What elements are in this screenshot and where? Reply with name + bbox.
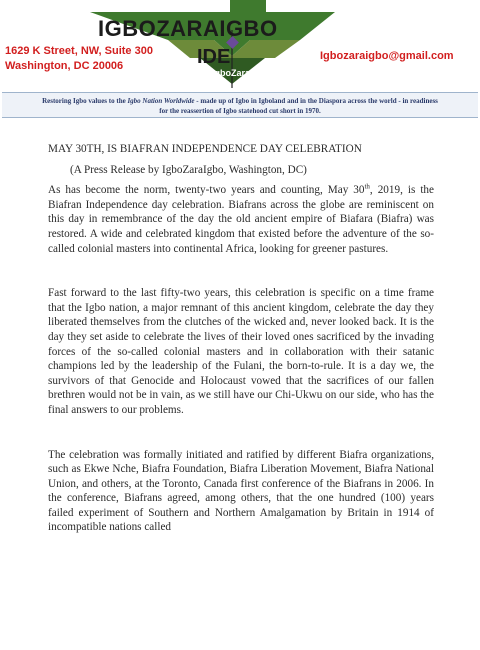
paragraph-1-sup: th	[364, 182, 370, 191]
address-line-1: 1629 K Street, NW, Suite 300	[5, 45, 153, 57]
paragraph-1-start: As has become the norm, twenty-two years and counting, May 30	[48, 184, 365, 197]
org-small-name: IgboZaraIgbo	[212, 68, 269, 78]
tagline-banner	[2, 92, 478, 118]
document-body	[48, 142, 434, 535]
document-title: MAY 30TH, IS BIAFRAN INDEPENDENCE DAY CELEBRATION	[48, 143, 362, 155]
tagline-text-italic: Igbo Nation Worldwide	[127, 97, 195, 105]
address-line-2: Washington, DC 20006	[5, 60, 124, 72]
paragraph-2: Fast forward to the last fifty-two years, this celebration is specific on a time frame that the Igbo nation, a major remnant of this ancient kingdom, celebrate the day they liberated themselves from the clutches of the wicked and, never looked back. It is the day they set aside to celebrate the lives of their loved ones sacrificed by the invading forces of the so-called colonial masters and in collaboration with their satanic champions led by the leadership of the Fulani, the born-to-rule. It is a day we, the survivors of that Genocide and Holocaust vowed that the sacrifices of our fallen brethren would not be in vain, as we still have our Chi-Ukwu on our side, who has the final answers to our problems.	[48, 287, 434, 416]
tagline-text-pre: Restoring Igbo values to the	[42, 97, 128, 105]
paragraph-3: The celebration was formally initiated and ratified by different Biafra organizations, such as Ekwe Nche, Biafra Foundation, Biafra Liberation Movement, Biafra National Union, and others, at the Toronto, Canada first conference of the Biafrans in 2006. In the conference, Biafrans agreed, among others, that the one hundred (100) years failed experiment of Southern and Northern Amalgamation by Britain in 1914 of incompatible nations called	[48, 448, 434, 534]
email-address: Igbozaraigbo@gmail.com	[320, 50, 454, 62]
document-subtitle: (A Press Release by IgboZaraIgbo, Washington, DC)	[70, 163, 307, 176]
letterhead	[0, 0, 480, 90]
org-name: IGBOZARAIGBO	[98, 16, 278, 41]
org-subname: IDE	[197, 46, 231, 68]
paragraph-1	[48, 183, 434, 256]
paragraph-1-rest: , 2019, is the Biafran Independence day celebration. Biafrans across the globe are reminiscent on this day in remembrance of the day the old ancient empire of Biafara (Biafra) was restored. A wide and celebrated kingdom that existed before the adventure of the so-called colonial masters into continental Africa, looking for greener pastures.	[48, 184, 434, 255]
tagline-text-line2: for the reassertion of Igbo statehood cut short in 1970.	[159, 107, 321, 115]
address-block	[5, 44, 153, 74]
tagline-text-post: - made up of Igbo in Igboland and in the Diaspora across the world - in readiness	[194, 97, 438, 105]
